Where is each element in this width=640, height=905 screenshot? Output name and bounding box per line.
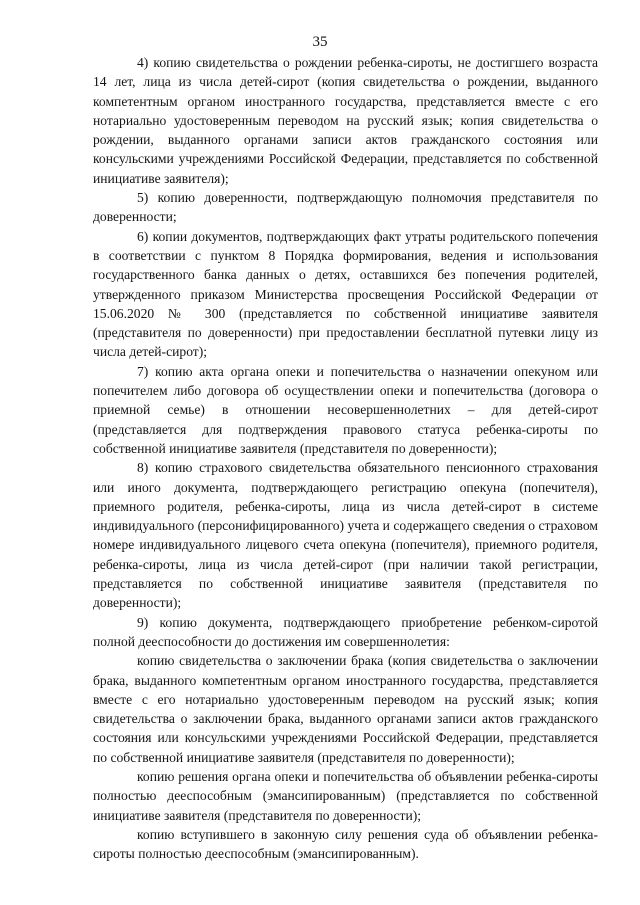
paragraph-item-5: 5) копию доверенности, подтверждающую полномочия представителя по доверенности; [93,190,598,225]
paragraph-item-7: 7) копию акта органа опеки и попечительства о назначении опекуном или попечителем либо договора об осуществлении опеки и попечительства (договора о приемной семье) в отношении несовершеннолетних – для детей-сирот (представляется для подтверждения правового статуса ребенка-сироты по собственной инициативе заявителя (представителя по доверенности); [93,363,598,456]
paragraph-marriage-certificate: копию свидетельства о заключении брака (копия свидетельства о заключении брака, выданного компетентным органом иностранного государства, представляется вместе с его нотариально удостоверенным переводом на русский язык; копия свидетельства о заключении брака, выданного органами записи актов гражданского состояния или консульскими учреждениями Российской Федерации, представляется по собственной инициативе заявителя (представителя по доверенности); [93,653,598,765]
page-number: 35 [312,34,328,50]
paragraph-item-9: 9) копию документа, подтверждающего приобретение ребенком-сиротой полной дееспособности до достижения им совершеннолетия: [93,614,598,649]
paragraph-court-decision: копию вступившего в законную силу решения суда об объявлении ребенка-сироты полностью дееспособным (эмансипированным). [93,826,598,862]
paragraph-guardianship-decision: копию решения органа опеки и попечительства об объявлении ребенка-сироты полностью дееспособным (эмансипированным) (представляется по собственной инициативе заявителя (представителя по доверенности); [93,768,598,823]
paragraph-item-8: 8) копию страхового свидетельства обязательного пенсионного страхования или иного документа, подтверждающего регистрацию опекуна (попечителя), приемного родителя, ребенка-сироты, лица из числа детей-сирот в системе индивидуального (персонифицированного) учета и содержащего сведения о страховом номере индивидуального лицевого счета опекуна (попечителя), приемного родителя, ребенка-сироты, лица из числа детей-сирот (при наличии такой регистрации, представляется по собственной инициативе заявителя (представителя по доверенности); [93,460,598,611]
document-body [93,53,598,863]
paragraph-item-6: 6) копии документов, подтверждающих факт утраты родительского попечения в соответствии с пунктом 8 Порядка формирования, ведения и использования государственного банка данных о детях, оставшихся без попечения родителей, утвержденного приказом Министерства просвещения Российской Федерации от 15.06.2020 № 300 (представляется по собственной инициативе заявителя (представителя по доверенности) при предоставлении бесплатной путевки лицу из числа детей-сирот); [93,228,598,360]
paragraph-item-4: 4) копию свидетельства о рождении ребенка-сироты, не достигшего возраста 14 лет, лица из числа детей-сирот (копия свидетельства о рождении, выданного компетентным органом иностранного государства, представляется вместе с его нотариально удостоверенным переводом на русский язык; копия свидетельства о рождении, выданного органами записи актов гражданского состояния или консульскими учреждениями Российской Федерации, представляется по собственной инициативе заявителя); [93,55,598,186]
